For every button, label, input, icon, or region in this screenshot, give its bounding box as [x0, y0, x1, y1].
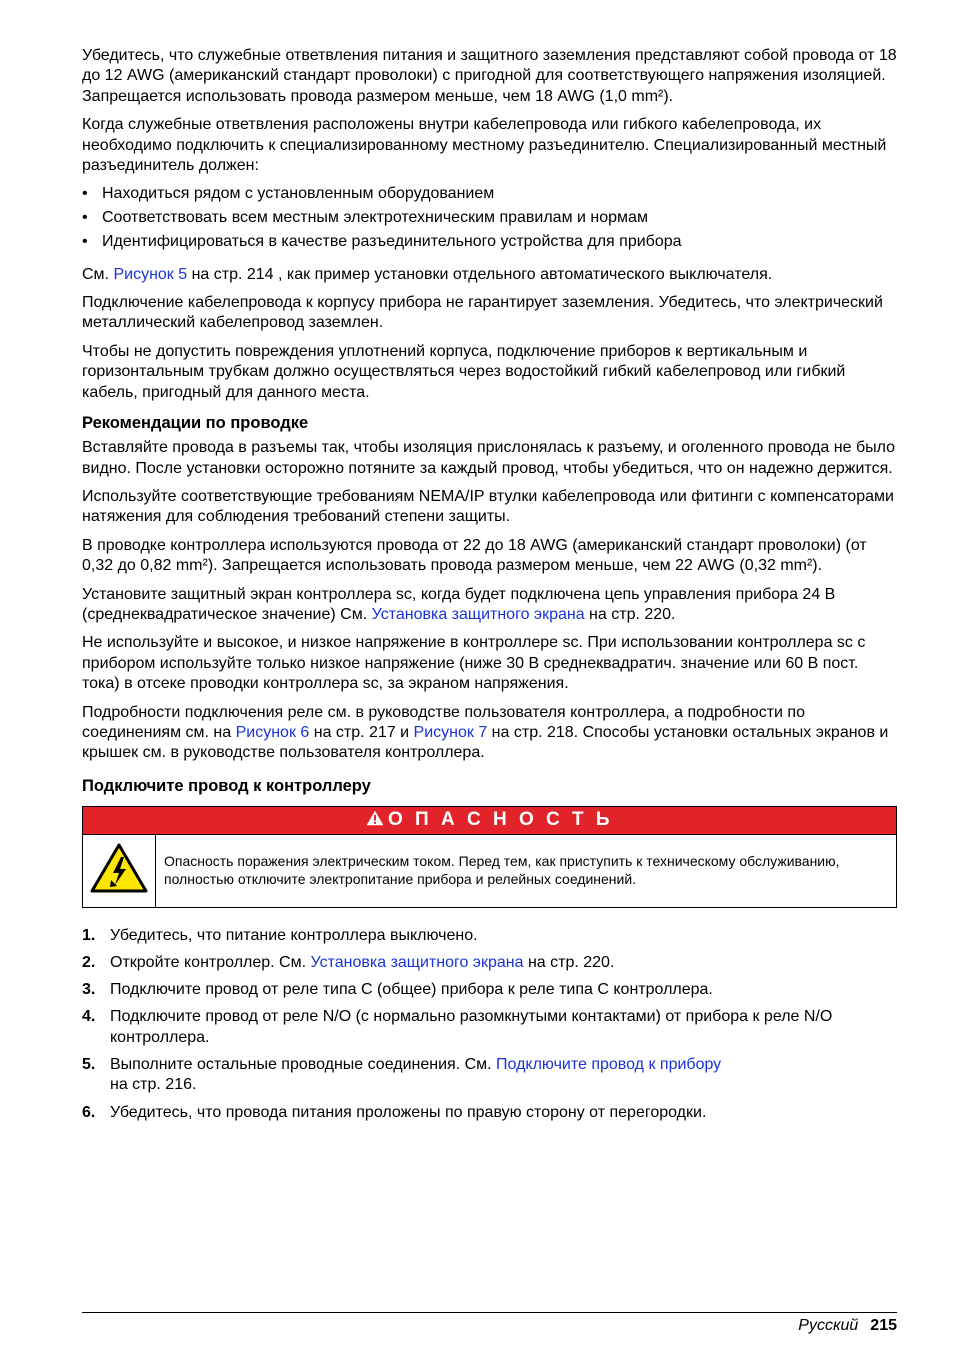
warning-triangle-icon [366, 810, 384, 831]
footer-language: Русский [798, 1317, 859, 1334]
page-content [82, 46, 897, 1130]
bullet: • [82, 233, 88, 251]
danger-text: Опасность поражения электрическим током. Перед тем, как приступить к техническому обслуживанию, полностью отключите электропитание прибора и релейных соединений. [164, 852, 840, 887]
link-install-shield[interactable]: Установка защитного экрана [371, 605, 585, 623]
paragraph-figure5-ref: См. Рисунок 5 на стр. 214 , как пример установки отдельного автоматического выключателя. [82, 265, 773, 283]
step-item: 6. Убедитесь, что провода питания проложены по правую сторону от перегородки. [82, 1103, 897, 1123]
step-item: 3. Подключите провод от реле типа C (общее) прибора к реле типа C контроллера. [82, 980, 897, 1000]
paragraph-seals: Чтобы не допустить повреждения уплотнений корпуса, подключение приборов к вертикальным и горизонтальным трубкам должно осуществляться через водостойкий гибкий кабелепровод или гибкий кабель, пригодный для данного места. [82, 342, 846, 401]
bullet: • [82, 209, 88, 227]
bullet: • [82, 185, 88, 203]
heading-connect-wire: Подключите провод к контроллеру [82, 776, 371, 795]
heading-wiring-recommendations: Рекомендации по проводке [82, 414, 309, 433]
paragraph-nema-fittings: Используйте соответствующие требованиям NEMA/IP втулки кабелепровода или фитинги с компенсаторами натяжения для соблюдения требований степени защиты. [82, 487, 894, 526]
paragraph-controller-wire-gauge: В проводке контроллера используются провода от 22 до 18 AWG (американский стандарт проволоки) (от 0,32 до 0,82 mm²). Запрещается использовать провода размером меньше, чем 22 AWG (0,32 mm²). [82, 536, 867, 575]
danger-body [83, 835, 896, 907]
step-item: 1. Убедитесь, что питание контроллера выключено. [82, 926, 897, 946]
link-figure-6[interactable]: Рисунок 6 [235, 723, 310, 741]
paragraph-insert-wires: Вставляйте провода в разъемы так, чтобы изоляция прислонялась к разъему, и оголенного провода не было видно. После установки осторожно потяните за каждый провод, чтобы убедиться, что он надежно держится. [82, 439, 896, 477]
page-number: 215 [870, 1317, 897, 1334]
paragraph-voltage-warning: Не используйте и высокое, и низкое напряжение в контроллере sc. При использовании контроллера sc с прибором используйте только низкое напряжение (ниже 30 В среднеквадратич. значение или 60 В пост. тока) в отсеке проводки контроллера sc, за экраном напряжения. [82, 634, 866, 693]
step-number: 6. [82, 1103, 96, 1121]
list-item: • Идентифицироваться в качестве разъединительного устройства для прибора [82, 232, 897, 252]
paragraph-conduit-disconnect: Когда служебные ответвления расположены внутри кабелепровода или гибкого кабелепровода, их необходимо подключить к специализированному местному разъединителю. Специализированный местный разъединитель должен: [82, 116, 887, 175]
paragraph-install-shield: Установите защитный экран контроллера sc, когда будет подключена цепь управления прибора 24 В (среднеквадратическое значение) См. Установка защитного экрана на стр. 220. [82, 585, 836, 623]
step-number: 2. [82, 953, 96, 971]
step-number: 1. [82, 926, 96, 944]
paragraph-grounding: Подключение кабелепровода к корпусу прибора не гарантирует заземления. Убедитесь, что электрический металлический кабелепровод заземлен. [82, 294, 883, 332]
link-figure-7[interactable]: Рисунок 7 [413, 723, 488, 741]
step-item: 2. Откройте контроллер. См. Установка защитного экрана на стр. 220. [82, 953, 897, 973]
paragraph-power-wires: Убедитесь, что служебные ответвления питания и защитного заземления представляют собой провода от 18 до 12 AWG (американский стандарт проволоки) с пригодной для соответствующего напряжения изоляцией. Запрещается использовать провода размером меньше, чем 18 AWG (1,0 mm²). [82, 47, 897, 105]
danger-header [83, 807, 896, 835]
list-item: • Находиться рядом с установленным оборудованием [82, 184, 897, 204]
disconnect-requirements-list [82, 184, 897, 252]
link-install-shield-step[interactable]: Установка защитного экрана [310, 953, 524, 971]
page-footer [82, 1312, 897, 1335]
paragraph-relay-details: Подробности подключения реле см. в руководстве пользователя контроллера, а подробности по соединениям см. на Рисунок 6 на стр. 217 и Рисунок 7 на стр. 218. Способы установки остальных экранов и крышек см. в руководстве пользователя контроллера. [82, 703, 889, 762]
steps-list [82, 926, 897, 1123]
danger-icon-cell [83, 835, 156, 907]
step-item: 4. Подключите провод от реле N/O (с нормально разомкнутыми контактами) от прибора к реле N/O контроллера. [82, 1008, 833, 1046]
list-item: • Соответствовать всем местным электротехническим правилам и нормам [82, 208, 897, 228]
step-item: 5. Выполните остальные проводные соединения. См. Подключите провод к прибору на стр. 216. [82, 1056, 722, 1094]
electric-shock-icon [89, 842, 149, 899]
link-connect-to-instrument[interactable]: Подключите провод к прибору [496, 1056, 722, 1073]
link-figure-5[interactable]: Рисунок 5 [113, 265, 188, 283]
step-number: 5. [82, 1056, 96, 1073]
danger-box [82, 806, 897, 908]
danger-title: О П А С Н О С Т Ь [387, 809, 614, 831]
step-number: 4. [82, 1008, 96, 1026]
step-number: 3. [82, 981, 96, 999]
